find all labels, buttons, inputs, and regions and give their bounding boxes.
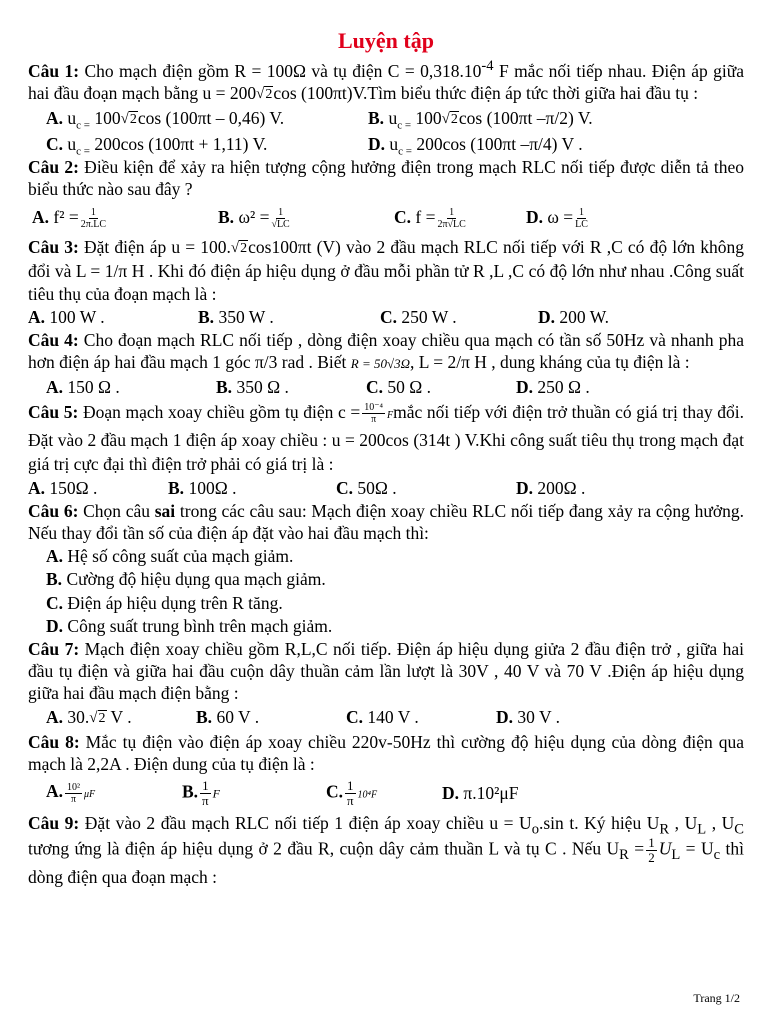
question-5-text-b: mắc nối tiếp với điện trở thuần có giá trị thay đổi. Đặt vào 2 đầu mạch 1 điện áp xoay chiều : u = 200cos (314t ) V.Khi công suất tiêu thụ trong mạch đạt giá trị cực đại thì điện trở phải có giá trị là : [28, 401, 744, 474]
question-6-text-a: Chọn câu [78, 500, 155, 521]
question-5-options [28, 477, 744, 499]
question-4-label: Câu 4: [28, 330, 79, 351]
half-fraction: $\frac{1}{2}$ [648, 835, 655, 866]
option-5c[interactable]: C. 50Ω . [336, 477, 397, 498]
option-2d[interactable]: D. ω = $\frac{1}{LC}$ [526, 206, 588, 231]
question-7-label: Câu 7: [28, 639, 80, 660]
sqrt-symbol: √2 [230, 240, 248, 257]
option-6a[interactable]: A. Hệ số công suất của mạch giảm. [46, 546, 294, 567]
question-5 [28, 400, 744, 476]
page-title: Luyện tập [338, 28, 434, 53]
question-2 [28, 156, 744, 200]
question-7-text: Mạch điện xoay chiều gồm R,L,C nối tiếp. Điện áp hiệu dụng giửa 2 đầu điện trở , giữa hai đầu tụ điện và giữa hai đầu cuộn dây thuần cảm lần lượt là 30V , 40 V và 70 V .Điện áp hiệu dụng giữa hai đầu mạch điện bằng : [28, 639, 744, 704]
question-1-exponent: -4 [481, 58, 494, 75]
option-7b[interactable]: B. 60 V . [196, 706, 260, 727]
question-1-text-a: Cho mạch điện gồm R = 100Ω và tụ điện C = 0,318.10 [79, 61, 482, 81]
option-1a[interactable]: A. $u_{c =}$ 100√2cos (100πt – 0,46) V. [46, 108, 285, 132]
option-3c[interactable]: C. 250 W . [380, 306, 457, 327]
question-4-options [28, 376, 744, 398]
option-5b[interactable]: B. 100Ω . [168, 477, 237, 498]
option-3b[interactable]: B. 350 W . [198, 306, 274, 327]
question-3-text-a: Đặt điện áp u = 100. [78, 237, 231, 258]
option-6b[interactable]: B. Cường độ hiệu dụng qua mạch giảm. [46, 569, 326, 590]
sqrt-symbol: √2 [256, 86, 273, 103]
option-5a[interactable]: A. 150Ω . [28, 477, 98, 498]
question-1-options-row-2 [28, 133, 744, 158]
page-footer: Trang 1/2 [693, 991, 740, 1005]
option-4c[interactable]: C. 50 Ω . [366, 377, 432, 398]
option-2c[interactable]: C. f = $\frac{1}{2\pi√LC}$ [394, 206, 466, 231]
capacitance-unit: F [387, 409, 394, 421]
option-8d[interactable]: D. π.10²μF [442, 783, 519, 804]
option-2b[interactable]: B. ω² = $\frac{1}{√LC}$ [218, 206, 290, 231]
option-4d[interactable]: D. 250 Ω . [516, 377, 590, 398]
question-4-text-a: Cho đoạn mạch RLC nối tiếp , dòng điện xoay chiều qua mạch có tần số 50Hz và nhanh pha hơn điện áp hai đầu mạch 1 góc π/3 rad . Biết [28, 330, 744, 373]
option-1d[interactable]: D. $u_{c =}$ 200cos (100πt –π/4) V . [368, 133, 583, 158]
option-1c[interactable]: C. $u_{c =}$ 200cos (100πt + 1,11) V. [46, 133, 268, 158]
question-1-text-b: F mắc nối tiếp nhau. Điện áp giữa hai đầu đoạn mạch bằng u = 200 [28, 61, 744, 104]
option-7d[interactable]: D. 30 V . [496, 706, 561, 727]
document-page [28, 30, 744, 891]
option-6d[interactable]: D. Công suất trung bình trên mạch giảm. [46, 615, 333, 636]
question-9-label: Câu 9: [28, 813, 80, 834]
question-2-options [28, 201, 744, 235]
option-4b[interactable]: B. 350 Ω . [216, 377, 289, 398]
question-1-label: Câu 1: [28, 61, 80, 81]
option-3a[interactable]: A. 100 W . [28, 306, 105, 327]
question-8-options [28, 776, 744, 810]
question-4-text-b: , L = 2/π H , dung kháng của tụ điện là : [410, 352, 690, 373]
question-5-label: Câu 5: [28, 401, 79, 422]
question-3-label: Câu 3: [28, 237, 79, 258]
option-1b[interactable]: B. $u_{c =}$ 100√2cos (100πt –π/2) V. [368, 108, 593, 132]
question-1-options-row-1 [28, 107, 744, 131]
option-7a[interactable]: A. 30.√2 V . [46, 706, 132, 727]
question-2-text: Điều kiện để xảy ra hiện tượng cộng hưởng điện trong mạch RLC nối tiếp được diễn tả theo biểu thức nào sau đây ? [28, 156, 744, 200]
question-2-label: Câu 2: [28, 156, 79, 177]
option-5d[interactable]: D. 200Ω . [516, 477, 586, 498]
question-9: Câu 9: Đặt vào 2 đầu mạch RLC nối tiếp 1 điện áp xoay chiều $u = U_o.\sin$ t. Ký hiệu $U_R$ , $U_L$ , $U_C$ tương ứng là điện áp hiệu dụng ở 2 đầu R, cuộn dây cảm thuần L và tụ C . Nếu $U_R$ = $\frac{1}{2}$ $U_L = U_c$ thì dòng điện qua đoạn mạch : [28, 813, 745, 888]
option-8b[interactable]: B. $\frac{1}{\pi}$ F [182, 777, 220, 808]
question-7-options [28, 706, 744, 730]
question-3-options [28, 306, 744, 328]
question-6-text-b: trong các câu sau: Mạch điện xoay chiều RLC nối tiếp đang xảy ra cộng hưởng. Nếu thay đổi tần số của điện áp đặt vào hai đầu mạch thì: [28, 500, 744, 544]
option-3d[interactable]: D. 200 W. [538, 306, 609, 327]
question-5-text-a: Đoạn mạch xoay chiều gồm tụ điện c = [78, 401, 361, 422]
question-6-bold-word: sai [154, 500, 176, 521]
question-4 [28, 329, 744, 375]
option-2a[interactable]: A. f² = $\frac{1}{2\pi.LC}$ [32, 206, 107, 231]
question-8-text: Mắc tụ điện vào điện áp xoay chiều 220v-50Hz thì cường độ hiệu dụng của dòng điện qua mạch là 2,2A . Điện dung của tụ điện là : [28, 731, 744, 775]
question-6 [28, 500, 744, 544]
option-7c[interactable]: C. 140 V . [346, 706, 419, 727]
question-3-text-b: cos100πt (V) vào 2 đầu mạch RLC nối tiếp với R ,C có độ lớn không đổi và L = 1/π H . Khi đó điện áp hiệu dụng ở đầu mỗi phần tử R ,L ,C có độ lớn như nhau .Công suất tiêu thụ của đoạn mạch là : [28, 237, 745, 304]
capacitance-fraction: $\frac{\text{10⁻⁴}}{\pi}$ [364, 402, 384, 426]
question-1 [28, 60, 744, 106]
question-3 [28, 236, 744, 305]
option-8a[interactable]: A. $\frac{\text{10²}}{\pi}$ μF [46, 781, 96, 805]
question-1-text-c: cos (100πt)V.Tìm biểu thức điện áp tức thời giữa hai đầu tụ : [273, 83, 699, 104]
option-8c[interactable]: C. $\frac{1}{\pi}$ 10⁴F [326, 777, 378, 808]
option-6c[interactable]: C. Điện áp hiệu dụng trên R tăng. [46, 592, 283, 613]
question-8 [28, 731, 744, 775]
option-4a[interactable]: A. 150 Ω . [46, 377, 120, 398]
question-6-label: Câu 6: [28, 500, 79, 521]
resistance-expression: R = 50√3Ω [350, 356, 411, 372]
question-7 [28, 638, 744, 705]
question-8-label: Câu 8: [28, 731, 80, 752]
